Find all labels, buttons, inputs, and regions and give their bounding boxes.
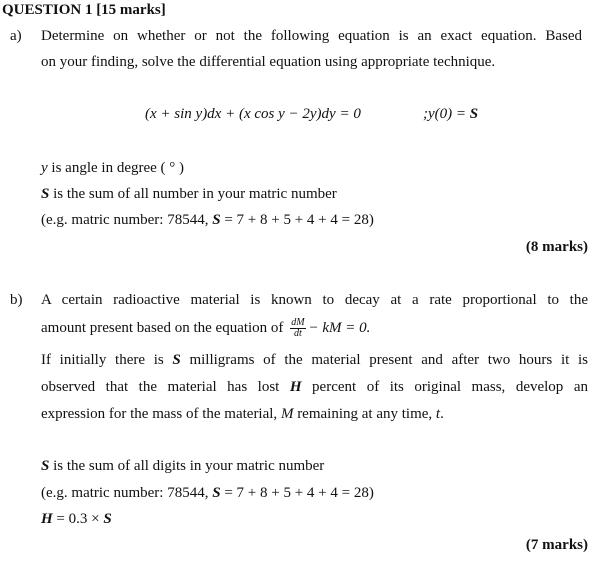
initial-condition <box>423 106 478 123</box>
line3-b: milligrams of the material present and after two hours it is <box>180 352 588 368</box>
initial-condition-value: S <box>469 106 479 122</box>
note-angle-text: is angle in degree ( ° ) <box>47 160 185 176</box>
part-a-note-sum <box>41 186 337 203</box>
part-b-note-sum <box>41 458 324 475</box>
question-title: QUESTION 1 [15 marks] <box>2 2 166 18</box>
part-b-line-5 <box>41 406 444 423</box>
part-b-h-definition <box>41 511 112 528</box>
line4-var: H <box>289 379 302 395</box>
line2-prefix: amount present based on the equation of <box>41 319 284 336</box>
note-sum-var: S <box>41 186 50 202</box>
note-angle-var: y <box>41 160 48 176</box>
line5-var2: t <box>435 406 441 422</box>
b-example-rest: = 7 + 8 + 5 + 4 + 4 = 28) <box>220 485 374 501</box>
initial-condition-prefix: ;y(0) = <box>423 106 470 122</box>
derivative-fraction <box>290 318 305 339</box>
line4-b: percent of its original mass, develop an <box>301 379 588 395</box>
part-b-line-1: A certain radioactive material is known to decay at a rate proportional to the <box>41 292 588 308</box>
b-note-var: S <box>41 458 50 474</box>
differential-equation: (x + sin y)dx + (x cos y − 2y)dy = 0 <box>145 106 361 122</box>
fraction-denominator: dt <box>293 328 302 339</box>
line5-var: M <box>280 406 294 422</box>
line5-a: expression for the mass of the material, <box>41 406 281 422</box>
part-a-note-angle <box>41 160 184 177</box>
h-s-var: S <box>103 511 112 527</box>
line4-a: observed that the material has lost <box>41 379 290 395</box>
line5-b: remaining at any time, <box>293 406 436 422</box>
part-a-marks: (8 marks) <box>525 239 588 255</box>
part-b-line-4 <box>41 379 588 396</box>
part-a-line-2: on your finding, solve the differential equation using appropriate technique. <box>41 54 496 70</box>
part-a-label: a) <box>10 28 22 44</box>
example-rest: = 7 + 8 + 5 + 4 + 4 = 28) <box>220 212 374 228</box>
b-example-var: S <box>212 485 221 501</box>
part-b-line-3 <box>41 352 588 369</box>
part-a-example <box>41 212 374 229</box>
part-b-label: b) <box>10 292 23 308</box>
b-note-text: is the sum of all digits in your matric number <box>49 458 325 474</box>
line2-suffix: − kM = 0. <box>308 319 371 336</box>
part-b-marks: (7 marks) <box>525 537 588 553</box>
part-a-line-1: Determine on whether or not the following equation is an exact equation. Based <box>41 28 582 44</box>
h-var: H <box>41 511 53 527</box>
note-sum-text: is the sum of all number in your matric number <box>49 186 337 202</box>
line5-end: . <box>440 406 444 422</box>
example-var: S <box>212 212 221 228</box>
line3-var: S <box>172 352 181 368</box>
part-b-line-2 <box>41 318 370 339</box>
part-b-example <box>41 485 374 502</box>
h-eq: = 0.3 × <box>52 511 104 527</box>
b-example-prefix: (e.g. matric number: 78544, <box>41 485 213 501</box>
example-prefix: (e.g. matric number: 78544, <box>41 212 213 228</box>
line3-a: If initially there is <box>41 352 173 368</box>
fraction-numerator: dM <box>291 317 305 328</box>
